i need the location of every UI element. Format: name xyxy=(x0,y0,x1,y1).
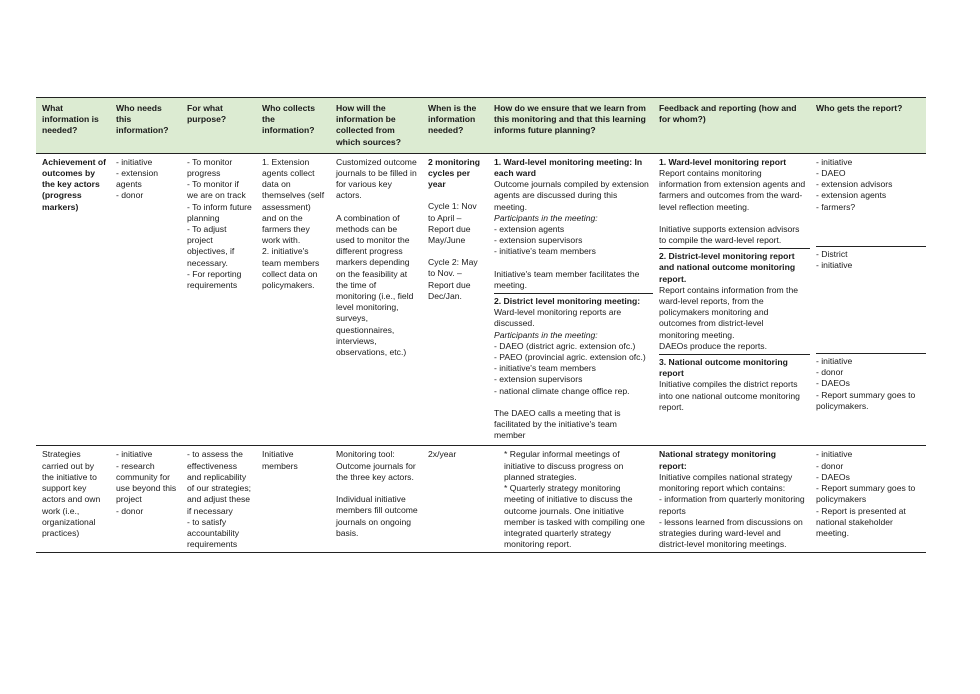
cell-who-collects: 1. Extension agents collect data on themselves (self assessment) and on the farmers they work with. 2. initiative's team members collect data on policymakers. xyxy=(256,153,330,446)
ward-meeting-block: 1. Ward-level monitoring meeting: In each ward Outcome journals compiled by extension agents are discussed during this meeting. Participants in the meeting: - extension agents - extension supervisors - initiative's team members Initiative's team member facilitates the meeting. xyxy=(494,156,649,290)
header-how-collected: How will the information be collected from which sources? xyxy=(330,98,422,154)
cell-when: 2x/year xyxy=(422,446,488,553)
header-feedback: Feedback and reporting (how and for whom?) xyxy=(653,98,810,154)
header-learning: How do we ensure that we learn from this monitoring and that this learning informs future planning? xyxy=(488,98,653,154)
district-report-recipients: - District - initiative xyxy=(816,246,926,353)
cell-purpose: - To monitor progress - To monitor if we are on track - To inform future planning - To adjust project objectives, if necessary. - For reporting requirements xyxy=(181,153,256,446)
cell-recipients xyxy=(810,153,926,446)
header-who-needs: Who needs this information? xyxy=(110,98,181,154)
cell-who-needs: - initiative - research community for use beyond this project - donor xyxy=(110,446,181,553)
header-who-collects: Who collects the information? xyxy=(256,98,330,154)
cell-feedback: National strategy monitoring report: Initiative compiles national strategy monitoring report which contains: - information from quarterly monitoring reports - lessons learned from discussions on strategies during ward-level and district-level monitoring meetings. xyxy=(653,446,810,553)
header-when: When is the information needed? xyxy=(422,98,488,154)
cell-what: Achievement of outcomes by the key actors (progress markers) xyxy=(36,153,110,446)
cell-purpose: - to assess the effectiveness and replicability of our strategies; and adjust these if necessary - to satisfy accountability requirements xyxy=(181,446,256,553)
district-meeting-block: 2. District level monitoring meeting: Ward-level monitoring reports are discussed. Participants in the meeting: - DAEO (district agric. extension ofc.) - PAEO (provincial agric. extension ofc.) - initiative's team members - extension supervisors - national climate change office rep. The DAEO calls a meeting that is facilitated by the initiative's team member xyxy=(494,293,653,443)
cell-recipients: - initiative - donor - DAEOs - Report summary goes to policymakers - Report is presented at national stakeholder meeting. xyxy=(810,446,926,553)
cell-feedback xyxy=(653,153,810,446)
cell-what: Strategies carried out by the initiative to support key actors and own work (i.e., organizational practices) xyxy=(36,446,110,553)
ward-report-recipients: - initiative - DAEO - extension advisors - extension agents - farmers? xyxy=(816,156,893,212)
header-purpose: For what purpose? xyxy=(181,98,256,154)
cell-who-collects: Initiative members xyxy=(256,446,330,553)
cell-when: 2 monitoring cycles per year Cycle 1: Nov to April – Report due May/June Cycle 2: May to Nov. – Report due Dec/Jan. xyxy=(422,153,488,446)
cell-how-collected: Monitoring tool: Outcome journals for the three key actors. Individual initiative members fill outcome journals on ongoing basis. xyxy=(330,446,422,553)
table-row xyxy=(36,446,926,553)
table-row xyxy=(36,153,926,446)
header-recipients: Who gets the report? xyxy=(810,98,926,154)
cell-how-collected: Customized outcome journals to be filled in for various key actors. A combination of methods can be used to monitor the different progress markers depending on the feasibility at the time of monitoring (i.e., field level monitoring, surveys, questionnaires, interviews, observations, etc.) xyxy=(330,153,422,446)
ward-report-block: 1. Ward-level monitoring report Report contains monitoring information from extension agents and farmers and outcomes from the ward-level reflection meeting. Initiative supports extension advisors to compile the ward-level report. xyxy=(659,156,806,246)
header-what: What information is needed? xyxy=(36,98,110,154)
cell-who-needs: - initiative - extension agents - donor xyxy=(110,153,181,446)
cell-learning: * Regular informal meetings of initiative to discuss progress on planned strategies. * Quarterly strategy monitoring meeting of initiative to discuss the outcome journals. One initiative member is tasked with compiling one integrated quarterly strategy monitoring report. xyxy=(488,446,653,553)
monitoring-plan-table xyxy=(36,97,926,553)
national-report-recipients: - initiative - donor - DAEOs - Report summary goes to policymakers. xyxy=(816,353,926,414)
monitoring-plan-document xyxy=(36,97,926,553)
district-report-block: 2. District-level monitoring report and national outcome monitoring report. Report contains information from the ward-level reports, from the policymakers monitoring and outcomes from district-level monitoring meeting. DAEOs produce the reports. xyxy=(659,248,810,354)
header-row xyxy=(36,98,926,154)
cell-learning xyxy=(488,153,653,446)
national-report-block: 3. National outcome monitoring report Initiative compiles the district reports into one national outcome monitoring report. xyxy=(659,354,810,415)
